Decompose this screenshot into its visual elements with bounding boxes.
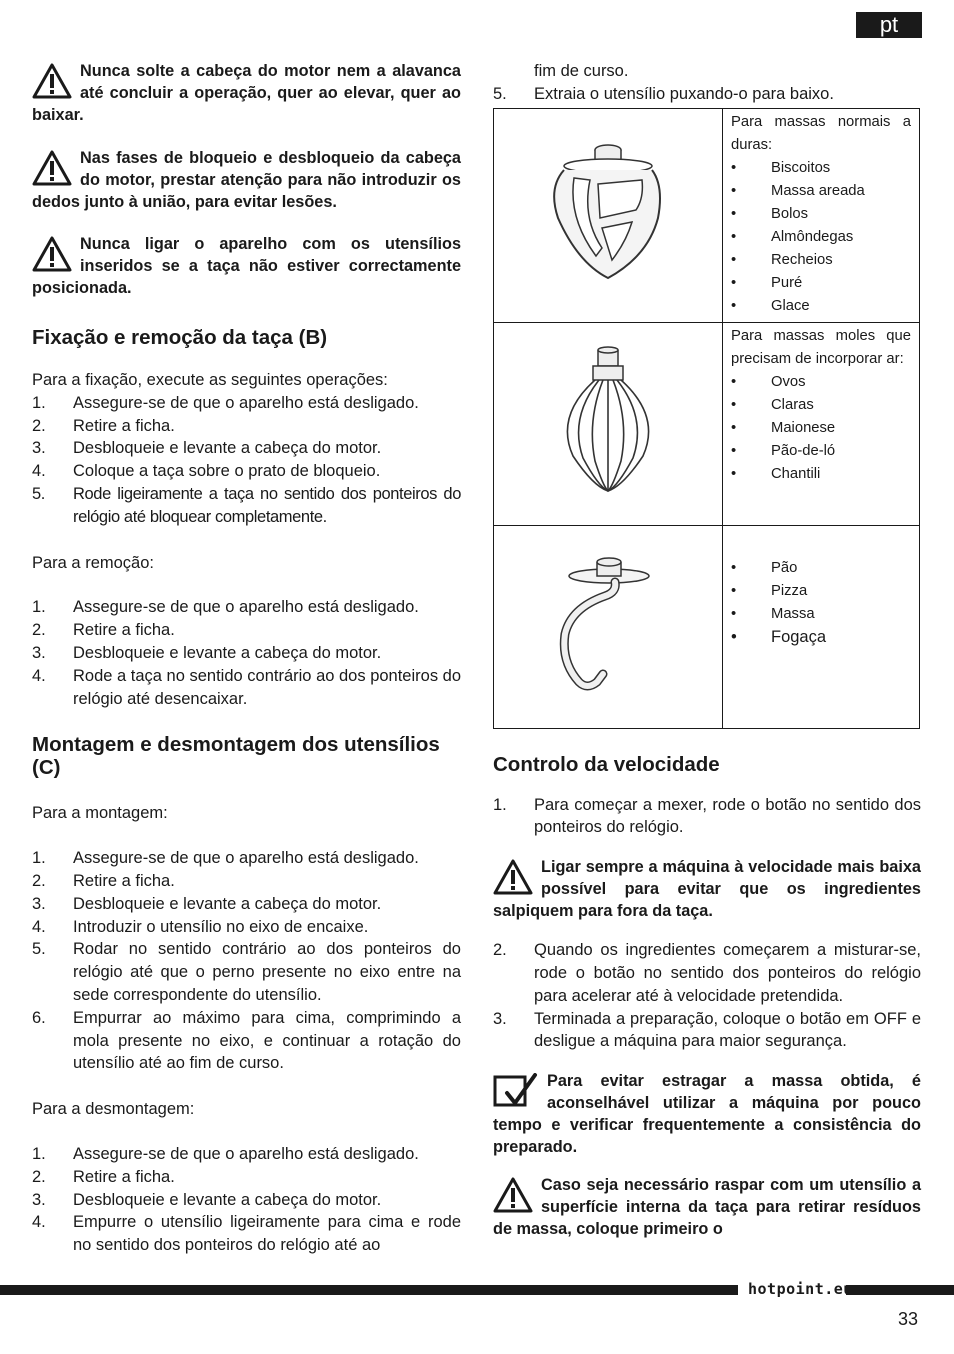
table-row (494, 108, 920, 322)
scrape-warning: Caso seja necessário raspar com um utensílio a superfície interna da taça para retirar resíduos de massa, coloque primeiro o (493, 1176, 921, 1239)
speed-warning: Ligar sempre a máquina à velocidade mais baixa possível para evitar que os ingredientes salpiquem para fora da taça. (493, 858, 921, 921)
speed-title: Controlo da velocidade (493, 752, 720, 776)
list-item: 4. Empurre o utensílio ligeiramente para cima e rode no sentido dos ponteiros do relógio até ao (32, 1213, 461, 1255)
list-item: 3. Desbloqueie e levante a cabeça do motor. (32, 439, 382, 458)
utensil-description-cell (723, 108, 920, 322)
utensil-intro: Para massas normais a duras: (731, 113, 911, 153)
utensil-intro: Para massas moles que precisam de incorporar ar: (731, 327, 911, 367)
list-item: 2. Retire a ficha. (32, 621, 175, 640)
list-item: • Maionese (731, 417, 911, 440)
dough-hook-icon (543, 554, 673, 694)
list-item: • Glace (731, 295, 911, 318)
dismount-intro: Para a desmontagem: (32, 1100, 195, 1119)
list-item: • Ovos (731, 371, 911, 394)
list-item: • Chantili (731, 463, 911, 486)
list-item: 4. Introduzir o utensílio no eixo de encaixe. (32, 917, 369, 936)
list-item: 5. Extraia o utensílio puxando-o para baixo. (493, 84, 834, 103)
list-item: • Massa areada (731, 180, 911, 203)
right-column (493, 60, 921, 1240)
list-item: • Pizza (731, 580, 911, 603)
mount-steps (32, 847, 461, 1075)
table-row (494, 525, 920, 728)
list-item: 2. Retire a ficha. (32, 416, 175, 435)
list-item: 3. Desbloqueie e levante a cabeça do motor. (32, 643, 382, 662)
utensil-image-cell (494, 108, 723, 322)
flat-beater-icon (538, 138, 678, 288)
utensils-table (493, 108, 920, 729)
list-item: 3. Terminada a preparação, coloque o botão em OFF e desligue a máquina para maior segurança. (493, 1009, 921, 1051)
list-item: • Recheios (731, 249, 911, 272)
warning-3: Nunca ligar o aparelho com os utensílios inseridos se a taça não estiver correctamente posicionada. (32, 235, 461, 297)
dismount-steps (32, 1143, 461, 1257)
removal-steps (32, 596, 461, 710)
whisk-icon (553, 346, 663, 496)
checkmark-note-icon (493, 1073, 539, 1109)
list-item: fim de curso. (534, 62, 629, 80)
speed-step-1 (493, 794, 921, 840)
list-item: 5. Rodar no sentido contrário ao dos ponteiros do relógio até que o perno presente no eixo entre na sede correspondente do utensílio. (32, 940, 461, 1004)
list-item: 2. Quando os ingredientes começarem a misturar-se, rode o botão no sentido dos ponteiros do relógio para acelerar até à velocidade pretendida. (493, 941, 921, 1005)
list-item: • Puré (731, 272, 911, 295)
footer-rule (846, 1285, 954, 1295)
list-item: • Fogaça (731, 626, 911, 649)
utensil-uses (731, 557, 911, 649)
list-item: • Pão-de-ló (731, 440, 911, 463)
list-item: 5. Rode ligeiramente a taça no sentido dos ponteiros do relógio até bloquear completamente. (32, 484, 461, 526)
warning-icon (32, 63, 72, 99)
list-item: 1. Assegure-se de que o aparelho está desligado. (32, 393, 419, 412)
list-item: • Almôndegas (731, 226, 911, 249)
mount-intro: Para a montagem: (32, 804, 168, 823)
list-item: • Biscoitos (731, 157, 911, 180)
warning-1: Nunca solte a cabeça do motor nem a alavanca até concluir a operação, quer ao elevar, quer ao baixar. (32, 62, 461, 124)
tip-note: Para evitar estragar a massa obtida, é aconselhável utilizar a máquina por pouco tempo e verificar frequentemente a consistência do preparado. (493, 1072, 921, 1157)
warning-icon (493, 1177, 533, 1213)
warning-2: Nas fases de bloqueio e desbloqueio da cabeça do motor, prestar atenção para não introduzir os dedos junto à união, para evitar lesões. (32, 149, 461, 211)
list-item: 1. Assegure-se de que o aparelho está desligado. (32, 849, 419, 868)
fix-steps (32, 392, 461, 529)
utensil-uses (731, 157, 911, 318)
list-item: 2. Retire a ficha. (32, 1167, 175, 1186)
page-number: 33 (898, 1309, 919, 1329)
warning-icon (32, 150, 72, 186)
list-item: 1. Para começar a mexer, rode o botão no sentido dos ponteiros do relógio. (493, 795, 921, 837)
list-item: • Claras (731, 394, 911, 417)
table-row (494, 322, 920, 525)
continued-steps (493, 60, 921, 106)
list-item: 6. Empurrar ao máximo para cima, comprimindo a mola presente no eixo, e continuar a rotação do utensílio até ao fim de curso. (32, 1008, 461, 1073)
removal-intro: Para a remoção: (32, 553, 154, 572)
list-item: 3. Desbloqueie e levante a cabeça do motor. (32, 894, 382, 913)
section-c-title: Montagem e desmontagem dos utensílios (C) (32, 733, 440, 780)
list-item: 1. Assegure-se de que o aparelho está desligado. (32, 598, 419, 617)
list-item: 2. Retire a ficha. (32, 871, 175, 890)
list-item: 4. Coloque a taça sobre o prato de bloqueio. (32, 462, 381, 481)
utensil-image-cell (494, 525, 723, 728)
speed-steps (493, 939, 921, 1053)
list-item: 4. Rode a taça no sentido contrário ao dos ponteiros do relógio até desencaixar. (32, 666, 462, 708)
footer-rule (0, 1285, 738, 1295)
fix-intro: Para a fixação, execute as seguintes operações: (32, 371, 388, 389)
utensil-uses (731, 371, 911, 486)
list-item: 3. Desbloqueie e levante a cabeça do motor. (32, 1190, 382, 1209)
list-item: • Bolos (731, 203, 911, 226)
list-item: • Pão (731, 557, 911, 580)
language-badge: pt (856, 12, 922, 38)
list-item: • Massa (731, 603, 911, 626)
utensil-description-cell (723, 322, 920, 525)
utensil-image-cell (494, 322, 723, 525)
utensil-description-cell (723, 525, 920, 728)
brand-url: hotpoint.eu (748, 1280, 853, 1298)
left-column (32, 60, 461, 1257)
warning-icon (493, 859, 533, 895)
warning-icon (32, 236, 72, 272)
section-b-title: Fixação e remoção da taça (B) (32, 326, 328, 349)
list-item: 1. Assegure-se de que o aparelho está desligado. (32, 1144, 419, 1163)
